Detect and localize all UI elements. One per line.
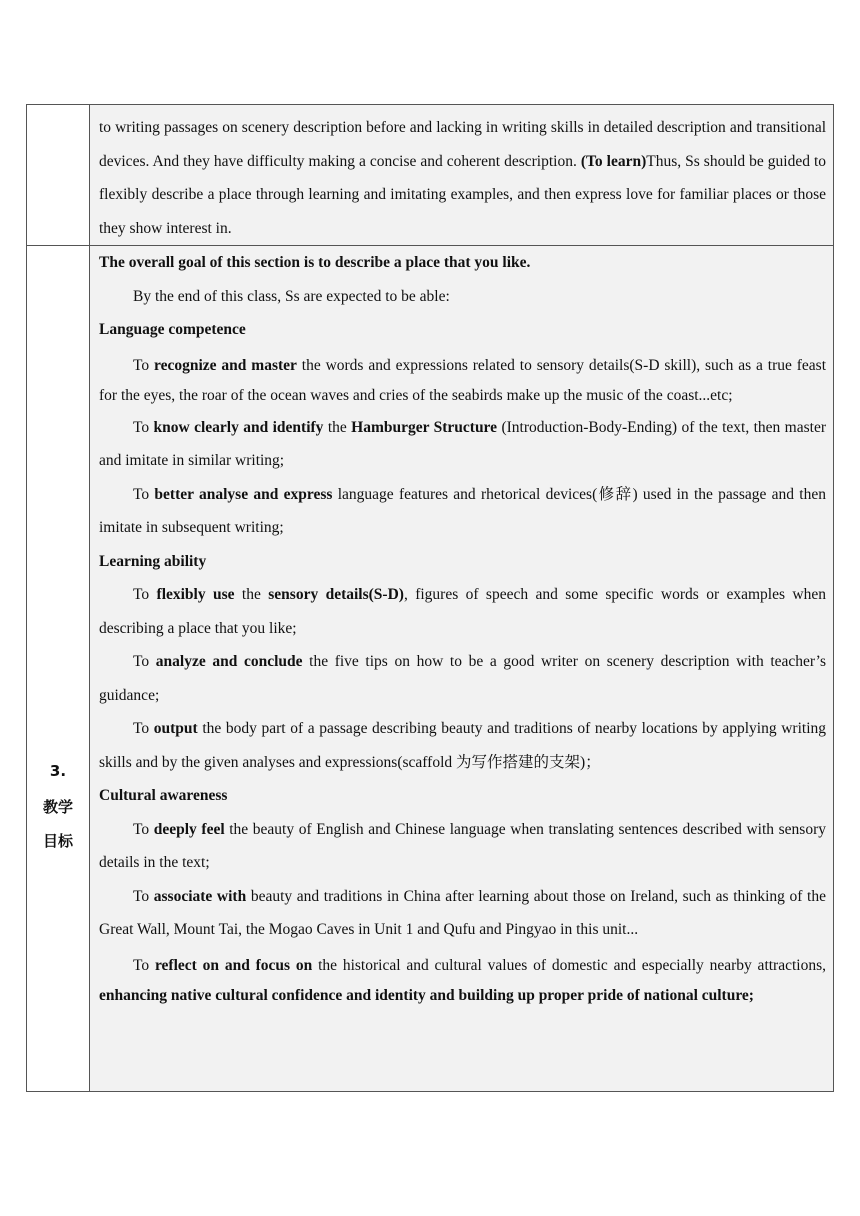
section-label-line2: 目标: [42, 832, 73, 850]
table-row: [27, 246, 834, 1092]
heading-cultural-awareness: Cultural awareness: [99, 787, 228, 804]
heading-learning-ability: Learning ability: [99, 552, 207, 570]
content-cell: [90, 246, 834, 1092]
objective-2: To know clearly and identify the Hamburger Structure (Introduction-Body-Ending) of the text, then master and imitate in similar writing;: [99, 418, 826, 469]
heading-language-competence: Language competence: [99, 321, 246, 338]
section-label-line1: 教学: [42, 798, 73, 816]
objective-9: To reflect on and focus on the historical and cultural values of domestic and especially nearby attractions, enhancing native cultural confidence and identity and building up proper pride of national culture;: [99, 956, 826, 1004]
student-analysis-text: to writing passages on scenery description before and lacking in writing skills in detailed description and transitional devices. And they have difficulty making a concise and coherent description. (To learn)Thus, Ss should be guided to flexibly describe a place through learning and imitating examples, and then express love for familiar places or those they show interest in.: [99, 119, 827, 237]
objective-5: To analyze and conclude the five tips on how to be a good writer on scenery description with teacher’s guidance;: [99, 653, 827, 704]
objective-8: To associate with beauty and traditions in China after learning about those on Ireland, such as thinking of the Great Wall, Mount Tai, the Mogao Caves in Unit 1 and Qufu and Pingyao in this unit...: [99, 887, 826, 938]
objective-6: To output the body part of a passage describing beauty and traditions of nearby locations by applying writing skills and by the given analyses and expressions(scaffold 为写作搭建的支架)；: [99, 720, 826, 771]
lesson-plan-table: [26, 104, 834, 1092]
label-cell: [27, 105, 90, 246]
intro-text: By the end of this class, Ss are expected to be able:: [133, 287, 450, 305]
objective-7: To deeply feel the beauty of English and Chinese language when translating sentences described with sensory details in the text;: [99, 820, 826, 871]
label-cell: [27, 246, 90, 1092]
table-row: [27, 105, 834, 246]
objective-4: To flexibly use the sensory details(S-D), figures of speech and some specific words or examples when describing a place that you like;: [99, 586, 826, 637]
content-cell: [90, 105, 834, 246]
overall-goal: The overall goal of this section is to describe a place that you like.: [99, 254, 531, 271]
objective-3: To better analyse and express language features and rhetorical devices(修辞) used in the passage and then imitate in subsequent writing;: [99, 485, 826, 536]
section-number: 3.: [49, 762, 67, 780]
objective-1: To recognize and master the words and expressions related to sensory details(S-D skill), such as a true feast for the eyes, the roar of the ocean waves and cries of the seabirds make up the music of the coast...etc;: [99, 356, 827, 404]
